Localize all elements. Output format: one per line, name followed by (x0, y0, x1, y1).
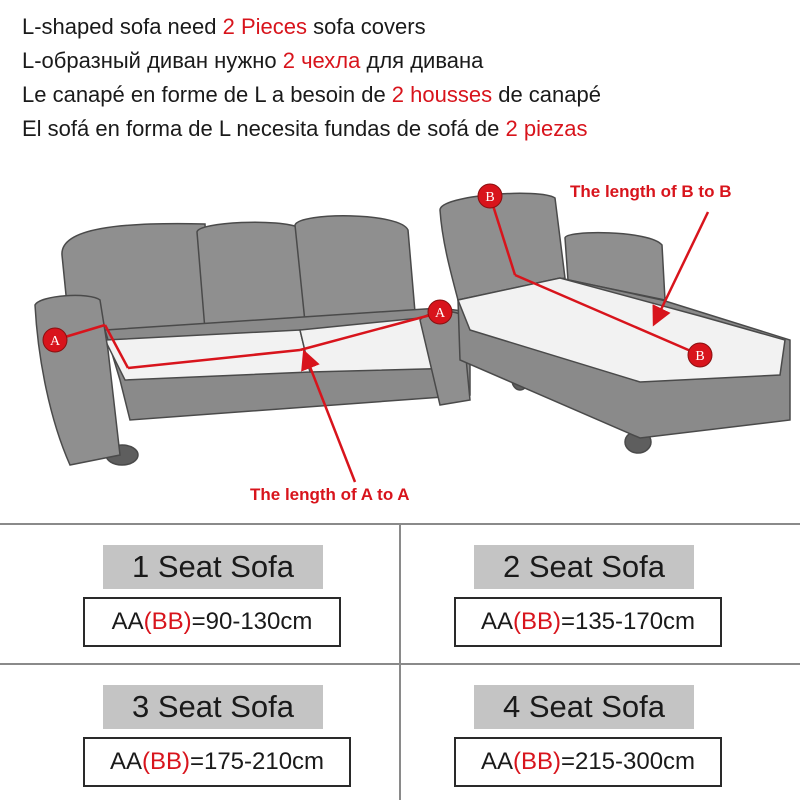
svg-text:A: A (434, 306, 446, 321)
size-range: AA(BB)=175-210cm (83, 737, 351, 787)
size-cell-2-seat (401, 525, 800, 663)
header-line-ru: L-образный диван нужно 2 чехла для дивана (22, 48, 484, 73)
size-title: 3 Seat Sofa (103, 685, 323, 729)
marker-b-top (478, 184, 502, 208)
svg-text:A: A (49, 334, 61, 349)
marker-b-bottom (688, 343, 712, 367)
marker-a-left (43, 328, 67, 352)
size-title: 1 Seat Sofa (103, 545, 323, 589)
highlight: 2 housses (391, 82, 493, 107)
callout-b-to-b: The length of B to B (570, 182, 732, 201)
svg-text:B: B (695, 349, 705, 364)
right-sofa (440, 193, 790, 453)
size-cell-3-seat (0, 665, 400, 803)
highlight: 2 Pieces (222, 14, 307, 39)
sofa-illustration (0, 150, 800, 520)
size-range: AA(BB)=135-170cm (454, 597, 722, 647)
callout-a-to-a: The length of A to A (250, 485, 410, 504)
header-line-fr: Le canapé en forme de L a besoin de 2 housses de canapé (22, 82, 601, 107)
header-line-en: L-shaped sofa need 2 Pieces sofa covers (22, 14, 426, 39)
size-title: 4 Seat Sofa (474, 685, 694, 729)
size-cell-4-seat (401, 665, 800, 803)
marker-a-right (428, 300, 452, 324)
header-line-es: El sofá en forma de L necesita fundas de sofá de 2 piezas (22, 116, 588, 141)
highlight: 2 piezas (505, 116, 588, 141)
size-grid (0, 523, 800, 800)
size-cell-1-seat (0, 525, 400, 663)
highlight: 2 чехла (282, 48, 361, 73)
size-range: AA(BB)=90-130cm (83, 597, 341, 647)
size-range: AA(BB)=215-300cm (454, 737, 722, 787)
header-text (22, 10, 601, 146)
left-sofa (35, 216, 470, 465)
size-title: 2 Seat Sofa (474, 545, 694, 589)
svg-text:B: B (485, 190, 495, 205)
